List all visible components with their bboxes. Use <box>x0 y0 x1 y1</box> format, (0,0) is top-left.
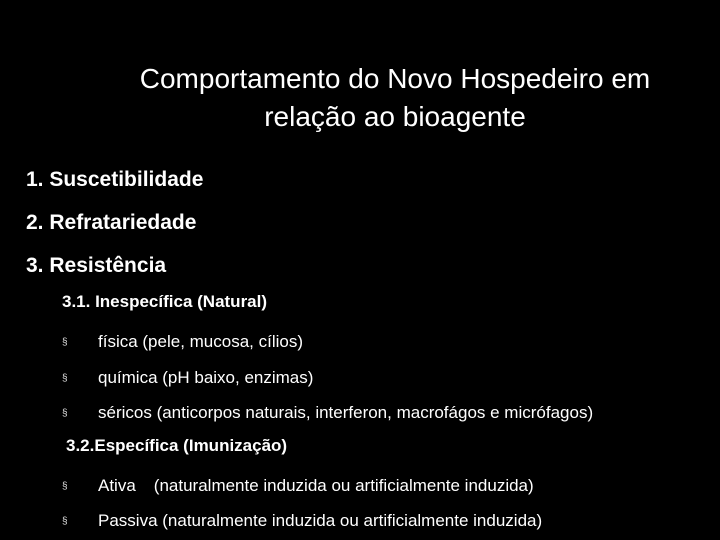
bullet-passiva-term: Passiva <box>98 511 158 530</box>
bullet-fisica: física (pele, mucosa, cílios) <box>98 332 304 351</box>
bullet-marker: § <box>62 516 68 527</box>
item-suscetibilidade: 1. Suscetibilidade <box>26 168 204 191</box>
bullet-quimica: química (pH baixo, enzimas) <box>98 368 314 387</box>
item-resistencia: 3. Resistência <box>26 254 167 277</box>
bullet-ativa-detail: (naturalmente induzida ou artificialmente induzida) <box>153 476 534 495</box>
title-line-1: Comportamento do Novo Hospedeiro em <box>139 63 651 94</box>
title-line-2: relação ao bioagente <box>264 101 526 132</box>
bullet-ativa-term: Ativa <box>98 476 136 495</box>
subheading-inespecifica: 3.1. Inespecífica (Natural) <box>62 292 268 311</box>
bullet-ativa <box>98 476 534 496</box>
bullet-marker: § <box>62 373 68 384</box>
subheading-especifica: 3.2.Específica (Imunização) <box>66 436 288 455</box>
bullet-marker: § <box>62 337 68 348</box>
slide-title <box>80 60 710 136</box>
bullet-marker: § <box>62 481 68 492</box>
item-refratariedade: 2. Refratariedade <box>26 211 197 234</box>
bullet-sericos: séricos (anticorpos naturais, interferon, macrofágos e micrófagos) <box>98 403 594 422</box>
bullet-passiva <box>98 511 542 531</box>
bullet-passiva-detail: (naturalmente induzida ou artificialmente induzida) <box>162 511 543 530</box>
bullet-marker: § <box>62 408 68 419</box>
